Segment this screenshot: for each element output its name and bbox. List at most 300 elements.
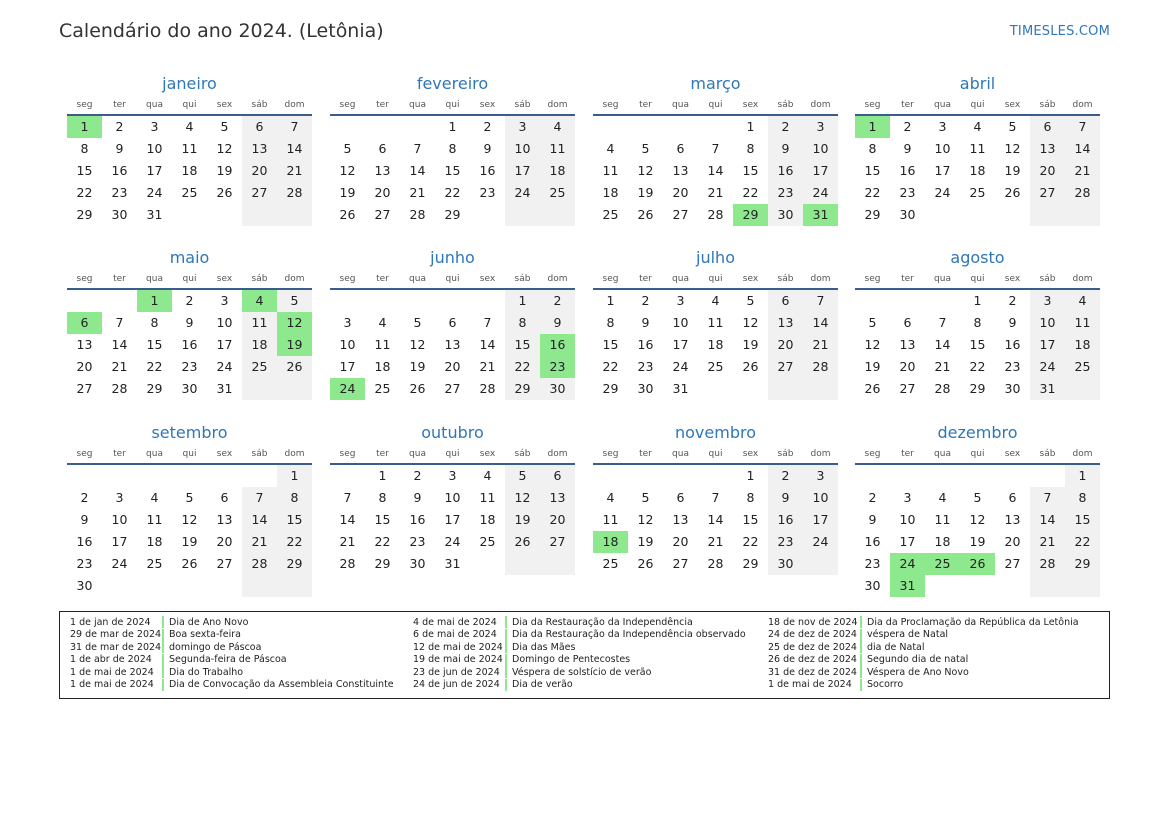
day-cell[interactable]: 5 — [868, 315, 877, 330]
day-cell[interactable]: 18 — [181, 163, 198, 178]
day-cell[interactable]: 23 — [409, 534, 426, 549]
day-cell[interactable]: 7 — [803, 290, 838, 312]
day-cell[interactable]: 13 — [1004, 512, 1021, 527]
day-cell[interactable]: 15 — [444, 163, 461, 178]
brand-link[interactable]: TIMESLES.COM — [1009, 24, 1110, 39]
day-cell[interactable]: 30 — [1004, 381, 1021, 396]
day-cell[interactable]: 27 — [1030, 182, 1065, 204]
day-cell[interactable]: 26 — [277, 356, 312, 378]
day-cell[interactable]: 27 — [672, 207, 689, 222]
day-cell[interactable]: 24 — [890, 553, 925, 575]
day-cell[interactable]: 25 — [181, 185, 198, 200]
day-cell[interactable]: 18 — [593, 531, 628, 553]
day-cell[interactable]: 22 — [864, 185, 881, 200]
day-cell[interactable]: 3 — [505, 116, 540, 138]
day-cell[interactable]: 16 — [768, 509, 803, 531]
day-cell[interactable]: 30 — [409, 556, 426, 571]
day-cell[interactable]: 22 — [1065, 531, 1100, 553]
day-cell[interactable]: 12 — [637, 163, 654, 178]
day-cell[interactable]: 9 — [768, 138, 803, 160]
day-cell[interactable]: 18 — [242, 334, 277, 356]
day-cell[interactable]: 23 — [181, 359, 198, 374]
day-cell[interactable]: 8 — [80, 141, 89, 156]
day-cell[interactable]: 20 — [672, 185, 689, 200]
day-cell[interactable]: 2 — [185, 293, 194, 308]
day-cell[interactable]: 6 — [903, 315, 912, 330]
day-cell[interactable]: 14 — [934, 337, 951, 352]
day-cell[interactable]: 15 — [742, 163, 759, 178]
day-cell[interactable]: 6 — [1008, 490, 1017, 505]
day-cell[interactable]: 4 — [540, 116, 575, 138]
day-cell[interactable]: 26 — [1004, 185, 1021, 200]
day-cell[interactable]: 20 — [444, 359, 461, 374]
day-cell[interactable]: 4 — [711, 293, 720, 308]
day-cell[interactable]: 11 — [242, 312, 277, 334]
day-cell[interactable]: 7 — [711, 490, 720, 505]
day-cell[interactable]: 13 — [76, 337, 93, 352]
day-cell[interactable]: 27 — [374, 207, 391, 222]
day-cell[interactable]: 6 — [676, 490, 685, 505]
day-cell[interactable]: 11 — [707, 315, 724, 330]
day-cell[interactable]: 4 — [973, 119, 982, 134]
day-cell[interactable]: 7 — [1065, 116, 1100, 138]
day-cell[interactable]: 10 — [803, 487, 838, 509]
day-cell[interactable]: 9 — [185, 315, 194, 330]
day-cell[interactable]: 26 — [637, 207, 654, 222]
day-cell[interactable]: 10 — [1030, 312, 1065, 334]
day-cell[interactable]: 25 — [925, 553, 960, 575]
day-cell[interactable]: 23 — [76, 556, 93, 571]
day-cell[interactable]: 10 — [111, 512, 128, 527]
day-cell[interactable]: 31 — [672, 381, 689, 396]
day-cell[interactable]: 28 — [707, 556, 724, 571]
day-cell[interactable]: 29 — [1065, 553, 1100, 575]
day-cell[interactable]: 1 — [505, 290, 540, 312]
day-cell[interactable]: 14 — [111, 337, 128, 352]
day-cell[interactable]: 30 — [540, 378, 575, 400]
day-cell[interactable]: 26 — [181, 556, 198, 571]
day-cell[interactable]: 5 — [641, 490, 650, 505]
day-cell[interactable]: 4 — [378, 315, 387, 330]
day-cell[interactable]: 25 — [969, 185, 986, 200]
day-cell[interactable]: 13 — [444, 337, 461, 352]
day-cell[interactable]: 18 — [1065, 334, 1100, 356]
day-cell[interactable]: 29 — [76, 207, 93, 222]
day-cell[interactable]: 19 — [969, 534, 986, 549]
day-cell[interactable]: 10 — [672, 315, 689, 330]
day-cell[interactable]: 25 — [479, 534, 496, 549]
day-cell[interactable]: 5 — [641, 141, 650, 156]
day-cell[interactable]: 11 — [540, 138, 575, 160]
day-cell[interactable]: 7 — [711, 141, 720, 156]
day-cell[interactable]: 22 — [505, 356, 540, 378]
day-cell[interactable]: 23 — [864, 556, 881, 571]
day-cell[interactable]: 8 — [378, 490, 387, 505]
day-cell[interactable]: 21 — [479, 359, 496, 374]
day-cell[interactable]: 12 — [864, 337, 881, 352]
day-cell[interactable]: 16 — [111, 163, 128, 178]
day-cell[interactable]: 26 — [864, 381, 881, 396]
day-cell[interactable]: 8 — [277, 487, 312, 509]
day-cell[interactable]: 24 — [111, 556, 128, 571]
day-cell[interactable]: 28 — [111, 381, 128, 396]
day-cell[interactable]: 19 — [864, 359, 881, 374]
day-cell[interactable]: 14 — [479, 337, 496, 352]
day-cell[interactable]: 19 — [409, 359, 426, 374]
day-cell[interactable]: 8 — [606, 315, 615, 330]
day-cell[interactable]: 27 — [672, 556, 689, 571]
day-cell[interactable]: 6 — [378, 141, 387, 156]
day-cell[interactable]: 24 — [803, 531, 838, 553]
day-cell[interactable]: 19 — [277, 334, 312, 356]
day-cell[interactable]: 20 — [672, 534, 689, 549]
day-cell[interactable]: 7 — [343, 490, 352, 505]
day-cell[interactable]: 1 — [746, 468, 755, 483]
day-cell[interactable]: 2 — [903, 119, 912, 134]
day-cell[interactable]: 1 — [137, 290, 172, 312]
day-cell[interactable]: 23 — [1004, 359, 1021, 374]
day-cell[interactable]: 29 — [602, 381, 619, 396]
day-cell[interactable]: 8 — [150, 315, 159, 330]
day-cell[interactable]: 23 — [637, 359, 654, 374]
day-cell[interactable]: 19 — [742, 337, 759, 352]
day-cell[interactable]: 23 — [768, 531, 803, 553]
day-cell[interactable]: 21 — [277, 160, 312, 182]
day-cell[interactable]: 26 — [505, 531, 540, 553]
day-cell[interactable]: 15 — [864, 163, 881, 178]
day-cell[interactable]: 31 — [1030, 378, 1065, 400]
day-cell[interactable]: 30 — [768, 204, 803, 226]
day-cell[interactable]: 3 — [803, 465, 838, 487]
day-cell[interactable]: 7 — [115, 315, 124, 330]
day-cell[interactable]: 30 — [76, 578, 93, 593]
day-cell[interactable]: 25 — [146, 556, 163, 571]
day-cell[interactable]: 22 — [374, 534, 391, 549]
day-cell[interactable]: 24 — [330, 378, 365, 400]
day-cell[interactable]: 17 — [505, 160, 540, 182]
day-cell[interactable]: 5 — [973, 490, 982, 505]
day-cell[interactable]: 17 — [803, 509, 838, 531]
day-cell[interactable]: 23 — [540, 356, 575, 378]
day-cell[interactable]: 5 — [185, 490, 194, 505]
day-cell[interactable]: 2 — [1008, 293, 1017, 308]
day-cell[interactable]: 3 — [115, 490, 124, 505]
day-cell[interactable]: 18 — [374, 359, 391, 374]
day-cell[interactable]: 11 — [602, 163, 619, 178]
day-cell[interactable]: 6 — [768, 290, 803, 312]
day-cell[interactable]: 27 — [1004, 556, 1021, 571]
day-cell[interactable]: 12 — [1004, 141, 1021, 156]
day-cell[interactable]: 22 — [602, 359, 619, 374]
day-cell[interactable]: 10 — [934, 141, 951, 156]
day-cell[interactable]: 11 — [181, 141, 198, 156]
day-cell[interactable]: 22 — [742, 185, 759, 200]
day-cell[interactable]: 31 — [803, 204, 838, 226]
day-cell[interactable]: 17 — [146, 163, 163, 178]
day-cell[interactable]: 14 — [409, 163, 426, 178]
day-cell[interactable]: 4 — [938, 490, 947, 505]
day-cell[interactable]: 17 — [444, 512, 461, 527]
day-cell[interactable]: 4 — [185, 119, 194, 134]
day-cell[interactable]: 18 — [479, 512, 496, 527]
day-cell[interactable]: 28 — [479, 381, 496, 396]
day-cell[interactable]: 13 — [242, 138, 277, 160]
day-cell[interactable]: 26 — [960, 553, 995, 575]
day-cell[interactable]: 21 — [1030, 531, 1065, 553]
day-cell[interactable]: 7 — [242, 487, 277, 509]
day-cell[interactable]: 6 — [540, 465, 575, 487]
day-cell[interactable]: 28 — [707, 207, 724, 222]
day-cell[interactable]: 30 — [637, 381, 654, 396]
day-cell[interactable]: 31 — [216, 381, 233, 396]
day-cell[interactable]: 6 — [242, 116, 277, 138]
day-cell[interactable]: 2 — [868, 490, 877, 505]
day-cell[interactable]: 8 — [973, 315, 982, 330]
day-cell[interactable]: 13 — [374, 163, 391, 178]
day-cell[interactable]: 31 — [146, 207, 163, 222]
day-cell[interactable]: 23 — [768, 182, 803, 204]
day-cell[interactable]: 23 — [479, 185, 496, 200]
day-cell[interactable]: 10 — [803, 138, 838, 160]
day-cell[interactable]: 13 — [672, 512, 689, 527]
day-cell[interactable]: 19 — [339, 185, 356, 200]
day-cell[interactable]: 6 — [1030, 116, 1065, 138]
day-cell[interactable]: 29 — [146, 381, 163, 396]
day-cell[interactable]: 4 — [1065, 290, 1100, 312]
day-cell[interactable]: 22 — [742, 534, 759, 549]
day-cell[interactable]: 16 — [479, 163, 496, 178]
day-cell[interactable]: 1 — [1065, 465, 1100, 487]
day-cell[interactable]: 4 — [242, 290, 277, 312]
day-cell[interactable]: 20 — [540, 509, 575, 531]
day-cell[interactable]: 13 — [672, 163, 689, 178]
day-cell[interactable]: 21 — [934, 359, 951, 374]
day-cell[interactable]: 5 — [220, 119, 229, 134]
day-cell[interactable]: 15 — [1065, 509, 1100, 531]
day-cell[interactable]: 25 — [1065, 356, 1100, 378]
day-cell[interactable]: 11 — [479, 490, 496, 505]
day-cell[interactable]: 25 — [374, 381, 391, 396]
day-cell[interactable]: 2 — [115, 119, 124, 134]
day-cell[interactable]: 30 — [768, 553, 803, 575]
day-cell[interactable]: 9 — [413, 490, 422, 505]
day-cell[interactable]: 30 — [899, 207, 916, 222]
day-cell[interactable]: 2 — [768, 116, 803, 138]
day-cell[interactable]: 18 — [602, 185, 619, 200]
day-cell[interactable]: 3 — [803, 116, 838, 138]
day-cell[interactable]: 16 — [409, 512, 426, 527]
day-cell[interactable]: 20 — [374, 185, 391, 200]
day-cell[interactable]: 28 — [242, 553, 277, 575]
day-cell[interactable]: 23 — [111, 185, 128, 200]
day-cell[interactable]: 15 — [76, 163, 93, 178]
day-cell[interactable]: 1 — [855, 116, 890, 138]
day-cell[interactable]: 25 — [602, 207, 619, 222]
day-cell[interactable]: 20 — [1004, 534, 1021, 549]
day-cell[interactable]: 30 — [864, 578, 881, 593]
day-cell[interactable]: 22 — [146, 359, 163, 374]
day-cell[interactable]: 12 — [216, 141, 233, 156]
day-cell[interactable]: 30 — [111, 207, 128, 222]
day-cell[interactable]: 26 — [216, 185, 233, 200]
day-cell[interactable]: 24 — [146, 185, 163, 200]
day-cell[interactable]: 17 — [216, 337, 233, 352]
day-cell[interactable]: 16 — [899, 163, 916, 178]
day-cell[interactable]: 18 — [540, 160, 575, 182]
day-cell[interactable]: 28 — [803, 356, 838, 378]
day-cell[interactable]: 19 — [637, 185, 654, 200]
day-cell[interactable]: 24 — [505, 182, 540, 204]
day-cell[interactable]: 2 — [768, 465, 803, 487]
day-cell[interactable]: 5 — [343, 141, 352, 156]
day-cell[interactable]: 6 — [676, 141, 685, 156]
day-cell[interactable]: 21 — [409, 185, 426, 200]
day-cell[interactable]: 27 — [899, 381, 916, 396]
day-cell[interactable]: 10 — [444, 490, 461, 505]
day-cell[interactable]: 18 — [707, 337, 724, 352]
day-cell[interactable]: 24 — [216, 359, 233, 374]
day-cell[interactable]: 25 — [242, 356, 277, 378]
day-cell[interactable]: 20 — [76, 359, 93, 374]
day-cell[interactable]: 9 — [868, 512, 877, 527]
day-cell[interactable]: 18 — [969, 163, 986, 178]
day-cell[interactable]: 24 — [803, 182, 838, 204]
day-cell[interactable]: 8 — [746, 490, 755, 505]
day-cell[interactable]: 11 — [374, 337, 391, 352]
day-cell[interactable]: 12 — [277, 312, 312, 334]
day-cell[interactable]: 1 — [277, 465, 312, 487]
day-cell[interactable]: 20 — [899, 359, 916, 374]
day-cell[interactable]: 14 — [1065, 138, 1100, 160]
day-cell[interactable]: 10 — [146, 141, 163, 156]
day-cell[interactable]: 12 — [409, 337, 426, 352]
day-cell[interactable]: 11 — [146, 512, 163, 527]
day-cell[interactable]: 22 — [277, 531, 312, 553]
day-cell[interactable]: 7 — [483, 315, 492, 330]
day-cell[interactable]: 22 — [76, 185, 93, 200]
day-cell[interactable]: 15 — [969, 337, 986, 352]
day-cell[interactable]: 3 — [1030, 290, 1065, 312]
day-cell[interactable]: 29 — [374, 556, 391, 571]
day-cell[interactable]: 14 — [707, 163, 724, 178]
day-cell[interactable]: 1 — [448, 119, 457, 134]
day-cell[interactable]: 2 — [413, 468, 422, 483]
day-cell[interactable]: 9 — [903, 141, 912, 156]
day-cell[interactable]: 7 — [938, 315, 947, 330]
day-cell[interactable]: 26 — [742, 359, 759, 374]
day-cell[interactable]: 12 — [637, 512, 654, 527]
day-cell[interactable]: 6 — [220, 490, 229, 505]
day-cell[interactable]: 21 — [242, 531, 277, 553]
day-cell[interactable]: 3 — [676, 293, 685, 308]
day-cell[interactable]: 4 — [483, 468, 492, 483]
day-cell[interactable]: 17 — [339, 359, 356, 374]
day-cell[interactable]: 8 — [1065, 487, 1100, 509]
day-cell[interactable]: 13 — [540, 487, 575, 509]
day-cell[interactable]: 13 — [768, 312, 803, 334]
day-cell[interactable]: 8 — [505, 312, 540, 334]
day-cell[interactable]: 13 — [216, 512, 233, 527]
day-cell[interactable]: 15 — [146, 337, 163, 352]
day-cell[interactable]: 21 — [1065, 160, 1100, 182]
day-cell[interactable]: 17 — [899, 534, 916, 549]
day-cell[interactable]: 31 — [444, 556, 461, 571]
day-cell[interactable]: 8 — [448, 141, 457, 156]
day-cell[interactable]: 18 — [934, 534, 951, 549]
day-cell[interactable]: 3 — [448, 468, 457, 483]
day-cell[interactable]: 16 — [76, 534, 93, 549]
day-cell[interactable]: 16 — [864, 534, 881, 549]
day-cell[interactable]: 20 — [242, 160, 277, 182]
day-cell[interactable]: 14 — [242, 509, 277, 531]
day-cell[interactable]: 15 — [374, 512, 391, 527]
day-cell[interactable]: 1 — [378, 468, 387, 483]
day-cell[interactable]: 9 — [768, 487, 803, 509]
day-cell[interactable]: 5 — [505, 465, 540, 487]
day-cell[interactable]: 9 — [641, 315, 650, 330]
day-cell[interactable]: 12 — [181, 512, 198, 527]
day-cell[interactable]: 3 — [938, 119, 947, 134]
day-cell[interactable]: 5 — [746, 293, 755, 308]
day-cell[interactable]: 6 — [67, 312, 102, 334]
day-cell[interactable]: 3 — [150, 119, 159, 134]
day-cell[interactable]: 30 — [181, 381, 198, 396]
day-cell[interactable]: 23 — [899, 185, 916, 200]
day-cell[interactable]: 9 — [115, 141, 124, 156]
day-cell[interactable]: 3 — [220, 293, 229, 308]
day-cell[interactable]: 6 — [448, 315, 457, 330]
day-cell[interactable]: 25 — [707, 359, 724, 374]
day-cell[interactable]: 24 — [444, 534, 461, 549]
day-cell[interactable]: 19 — [1004, 163, 1021, 178]
day-cell[interactable]: 29 — [733, 204, 768, 226]
day-cell[interactable]: 9 — [80, 512, 89, 527]
day-cell[interactable]: 22 — [444, 185, 461, 200]
day-cell[interactable]: 20 — [1030, 160, 1065, 182]
day-cell[interactable]: 7 — [277, 116, 312, 138]
day-cell[interactable]: 31 — [890, 575, 925, 597]
day-cell[interactable]: 28 — [934, 381, 951, 396]
day-cell[interactable]: 2 — [641, 293, 650, 308]
day-cell[interactable]: 1 — [973, 293, 982, 308]
day-cell[interactable]: 28 — [1030, 553, 1065, 575]
day-cell[interactable]: 24 — [1030, 356, 1065, 378]
day-cell[interactable]: 20 — [216, 534, 233, 549]
day-cell[interactable]: 14 — [1030, 509, 1065, 531]
day-cell[interactable]: 17 — [934, 163, 951, 178]
day-cell[interactable]: 18 — [146, 534, 163, 549]
day-cell[interactable]: 2 — [80, 490, 89, 505]
day-cell[interactable]: 13 — [1030, 138, 1065, 160]
day-cell[interactable]: 17 — [672, 337, 689, 352]
day-cell[interactable]: 16 — [637, 337, 654, 352]
day-cell[interactable]: 27 — [242, 182, 277, 204]
day-cell[interactable]: 29 — [969, 381, 986, 396]
day-cell[interactable]: 10 — [899, 512, 916, 527]
day-cell[interactable]: 28 — [277, 182, 312, 204]
day-cell[interactable]: 28 — [409, 207, 426, 222]
day-cell[interactable]: 28 — [1065, 182, 1100, 204]
day-cell[interactable]: 9 — [540, 312, 575, 334]
day-cell[interactable]: 5 — [1008, 119, 1017, 134]
day-cell[interactable]: 10 — [505, 138, 540, 160]
day-cell[interactable]: 19 — [637, 534, 654, 549]
day-cell[interactable]: 29 — [444, 207, 461, 222]
day-cell[interactable]: 4 — [150, 490, 159, 505]
day-cell[interactable]: 8 — [868, 141, 877, 156]
day-cell[interactable]: 27 — [76, 381, 93, 396]
day-cell[interactable]: 3 — [343, 315, 352, 330]
